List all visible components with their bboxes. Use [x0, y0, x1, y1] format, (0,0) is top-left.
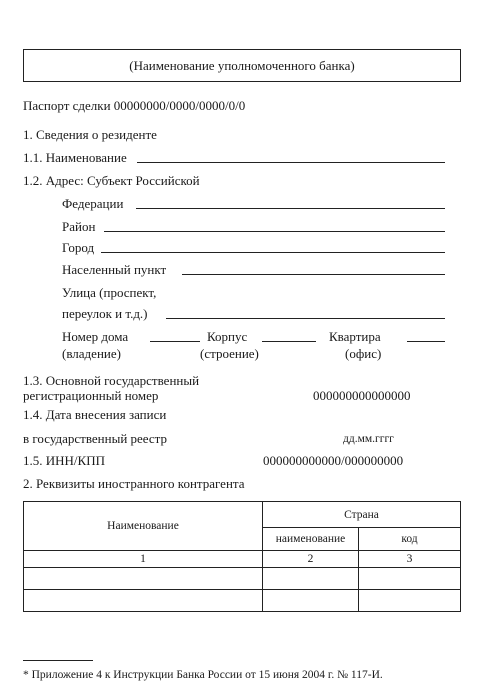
table-cell — [263, 568, 359, 590]
address-label: 1.2. Адрес: Субъект Российской — [23, 173, 200, 188]
table-row — [24, 568, 461, 590]
inn-kpp-label: 1.5. ИНН/КПП — [23, 453, 105, 468]
column-number-2: 2 — [263, 551, 359, 568]
table-row — [24, 590, 461, 612]
building-label: Корпус — [207, 329, 248, 344]
ogrn-label-line2: регистрационный номер — [23, 388, 159, 403]
building-sublabel: (строение) — [200, 346, 259, 361]
settlement-field-line — [182, 274, 445, 275]
street-label-line1: Улица (проспект, — [62, 285, 157, 300]
ogrn-value: 000000000000000 — [313, 388, 411, 403]
footnote — [23, 668, 383, 682]
column-number-3: 3 — [359, 551, 461, 568]
street-field-line — [166, 318, 445, 319]
city-label: Город — [62, 240, 95, 255]
apartment-sublabel: (офис) — [345, 346, 382, 361]
name-field-line — [137, 162, 445, 163]
name-label: 1.1. Наименование — [23, 150, 127, 165]
street-label-line2: переулок и т.д.) — [62, 306, 148, 321]
house-sublabel: (владение) — [62, 346, 121, 361]
federation-field-line — [136, 208, 445, 209]
table-cell — [24, 568, 263, 590]
ogrn-label-line1: 1.3. Основной государственный — [23, 373, 200, 388]
section-1-title: 1. Сведения о резиденте — [23, 127, 157, 142]
section-2-title: 2. Реквизиты иностранного контрагента — [23, 476, 245, 491]
counterparty-table — [23, 501, 461, 612]
house-field-line — [150, 341, 200, 342]
table-cell — [24, 590, 263, 612]
bank-name-box — [23, 49, 461, 82]
district-field-line — [104, 231, 445, 232]
bank-name-caption: (Наименование уполномоченного банка) — [129, 58, 355, 73]
inn-kpp-value: 000000000000/000000000 — [263, 453, 404, 468]
apartment-field-line — [407, 341, 445, 342]
footnote-mark: * — [23, 669, 29, 681]
registry-date-label-line1: 1.4. Дата внесения записи — [23, 407, 167, 422]
header-country: Страна — [263, 502, 461, 528]
apartment-label: Квартира — [329, 329, 381, 344]
footnote-rule — [23, 660, 93, 661]
passport-number: Паспорт сделки 00000000/0000/0000/0/0 — [23, 98, 246, 113]
city-field-line — [101, 252, 445, 253]
header-country-code: код — [359, 528, 461, 551]
footnote-text: Приложение 4 к Инструкции Банка России от 15 июня 2004 г. № 117-И. — [31, 669, 383, 681]
table-cell — [359, 590, 461, 612]
registry-date-label-line2: в государственный реестр — [23, 431, 167, 446]
settlement-label: Населенный пункт — [62, 262, 167, 277]
column-number-1: 1 — [24, 551, 263, 568]
building-field-line — [262, 341, 316, 342]
header-name: Наименование — [24, 502, 263, 551]
table-cell — [359, 568, 461, 590]
header-country-name: наименование — [263, 528, 359, 551]
house-label: Номер дома — [62, 329, 129, 344]
registry-date-value: дд.мм.гггг — [343, 433, 394, 445]
table-cell — [263, 590, 359, 612]
district-label: Район — [62, 219, 96, 234]
federation-label: Федерации — [62, 196, 124, 211]
column-number-row — [24, 551, 461, 568]
